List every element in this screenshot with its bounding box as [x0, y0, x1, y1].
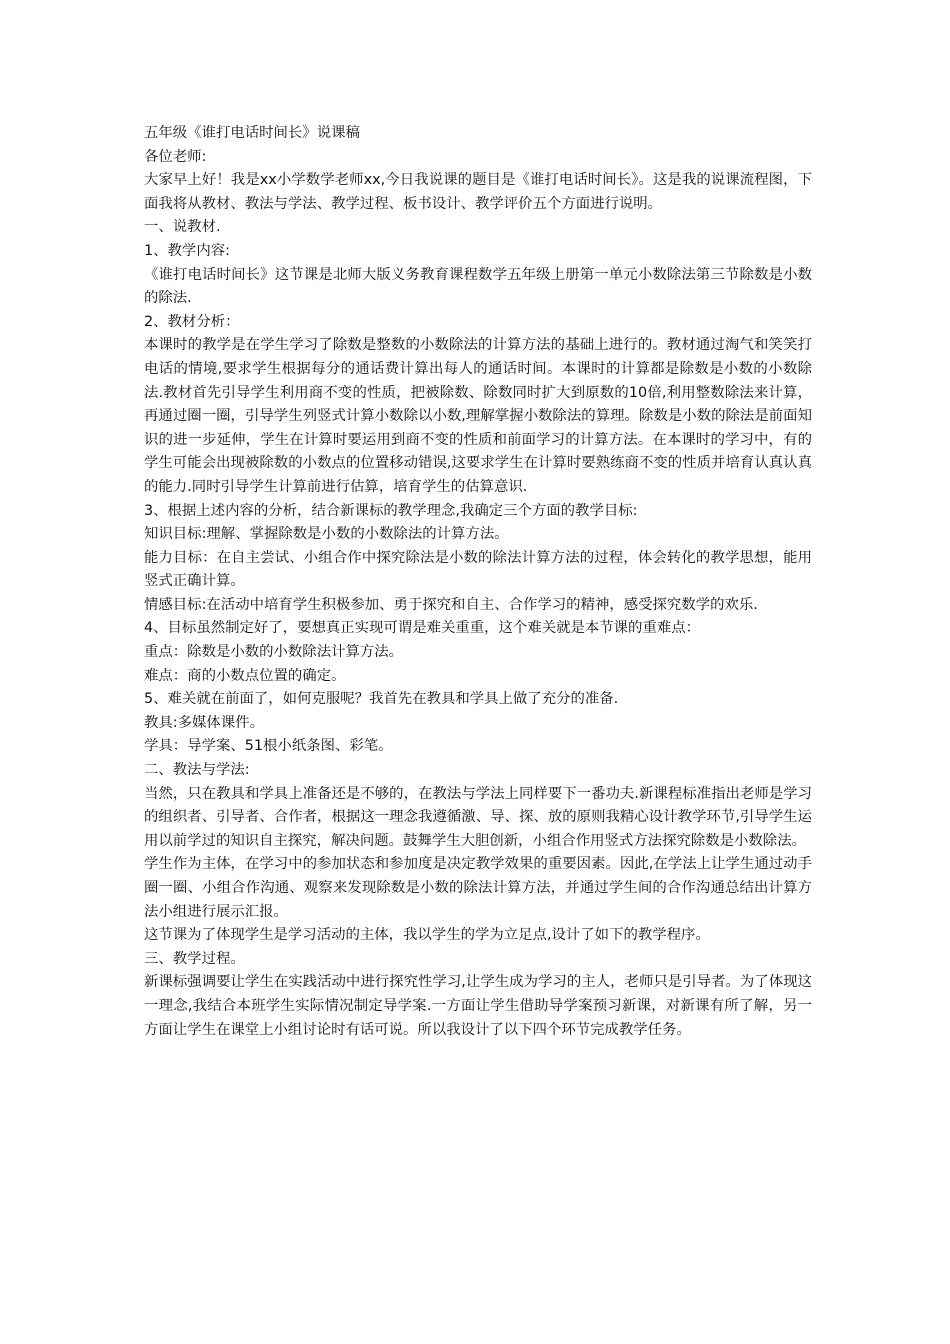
section-heading: 二、教法与学法: — [144, 762, 250, 779]
paragraph: 学具：导学案、51根小纸条图、彩笔。 — [144, 738, 393, 755]
document-title: 五年级《谁打电话时间长》说课稿 — [144, 125, 360, 141]
subsection-heading: 2、教材分析： — [144, 313, 240, 330]
document-body — [144, 122, 812, 1042]
subsection-heading: 4、目标虽然制定好了，要想真正实现可谓是难关重重，这个难关就是本节课的重难点： — [144, 620, 701, 637]
subsection-heading: 1、教学内容: — [144, 242, 230, 259]
paragraph: 情感目标:在活动中培育学生积极参加、勇于探究和自主、合作学习的精神，感受探究数学的欢乐. — [144, 596, 758, 613]
paragraph: 新课标强调要让学生在实践活动中进行探究性学习,让学生成为学习的主人，老师只是引导者。为了体现这一理念,我结合本班学生实际情况制定导学案.一方面让学生借助导学案预习新课，对新课有所了解，另一方面让学生在课堂上小组讨论时有话可说。所以我设计了以下四个环节完成教学任务。 — [144, 974, 812, 1038]
paragraph: 各位老师: — [144, 148, 207, 165]
paragraph: 学生作为主体，在学习中的参加状态和参加度是决定教学效果的重要因素。因此,在学法上让学生通过动手圈一圈、小组合作沟通、观察来发现除数是小数的除法计算方法，并通过学生间的合作沟通总结出计算方法小组进行展示汇报。 — [144, 856, 812, 920]
paragraph: 这节课为了体现学生是学习活动的主体，我以学生的学为立足点,设计了如下的教学程序。 — [144, 927, 710, 944]
paragraph: 教具:多媒体课件。 — [144, 714, 264, 731]
subsection-heading: 3、根据上述内容的分析，结合新课标的教学理念,我确定三个方面的教学目标: — [144, 502, 638, 519]
paragraph: 难点：商的小数点位置的确定。 — [144, 667, 346, 684]
paragraph: 《谁打电话时间长》这节课是北师大版义务教育课程数学五年级上册第一单元小数除法第三节除数是小数的除法. — [144, 266, 812, 307]
paragraph: 能力目标：在自主尝试、小组合作中探究除法是小数的除法计算方法的过程，体会转化的教学思想，能用竖式正确计算。 — [144, 549, 812, 590]
section-heading: 一、说教材. — [144, 219, 221, 236]
paragraph: 本课时的教学是在学生学习了除数是整数的小数除法的计算方法的基础上进行的。教材通过淘气和笑笑打电话的情境,要求学生根据每分的通话费计算出每人的通话时间。本课时的计算都是除数是小数的小数除法.教材首先引导学生利用商不变的性质，把被除数、除数同时扩大到原数的10倍,利用整数除法来计算，再通过圈一圈，引导学生列竖式计算小数除以小数,理解掌握小数除法的算理。除数是小数的除法是前面知识的进一步延伸，学生在计算时要运用到商不变的性质和前面学习的计算方法。在本课时的学习中，有的学生可能会出现被除数的小数点的位置移动错误,这要求学生在计算时要熟练商不变的性质并培育认真认真的能力.同时引导学生计算前进行估算，培育学生的估算意识. — [144, 337, 812, 495]
section-heading: 三、教学过程。 — [144, 950, 245, 967]
paragraph: 当然，只在教具和学具上准备还是不够的，在教法与学法上同样要下一番功夫.新课程标准指出老师是学习的组织者、引导者、合作者，根据这一理念我遵循激、导、探、放的原则我精心设计教学环节,引导学生运用以前学过的知识自主探究，解决问题。鼓舞学生大胆创新，小组合作用竖式方法探究除数是小数除法。 — [144, 785, 812, 849]
subsection-heading: 5、难关就在前面了，如何克服呢？我首先在教具和学具上做了充分的准备. — [144, 691, 619, 708]
paragraph: 知识目标:理解、掌握除数是小数的小数除法的计算方法。 — [144, 526, 509, 543]
paragraph: 大家早上好！我是xx小学数学老师xx,今日我说课的题目是《谁打电话时间长》。这是我的说课流程图，下面我将从教材、教法与学法、教学过程、板书设计、教学评价五个方面进行说明。 — [144, 172, 812, 212]
paragraph: 重点：除数是小数的小数除法计算方法。 — [144, 644, 404, 661]
